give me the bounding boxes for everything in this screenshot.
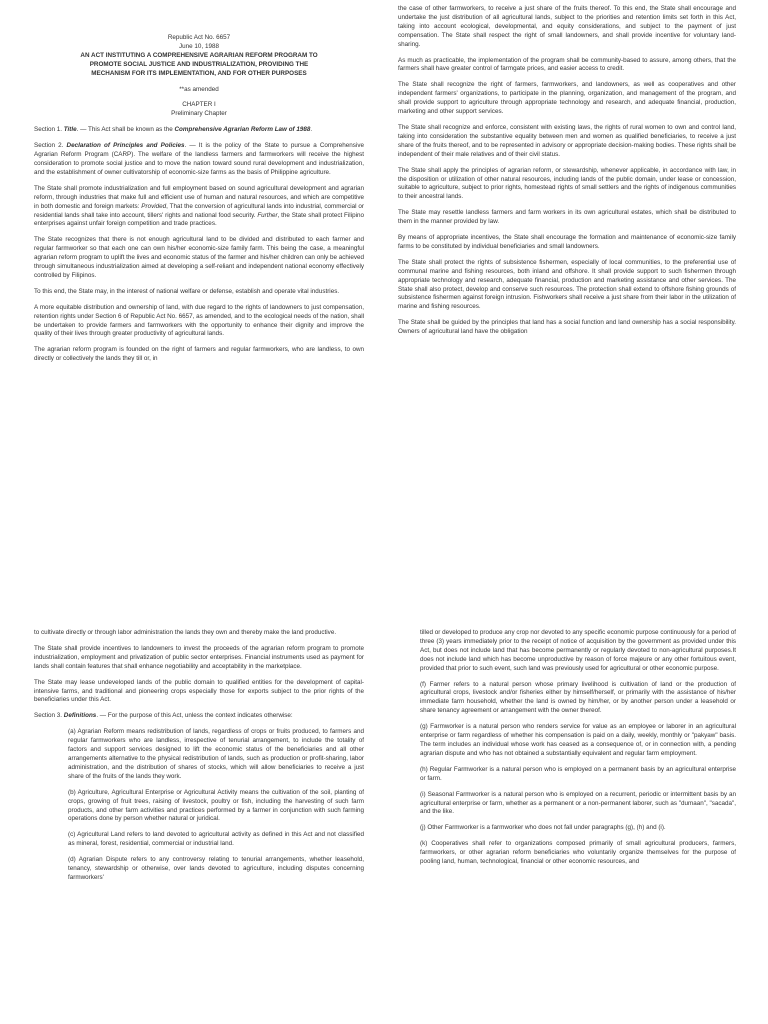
- definition-f: (f) Farmer refers to a natural person whose primary livelihood is cultivation of land or the production of agricultural crops, livestock and/or fisheries either by himself/herself, or primarily with the assistance of his/her immediate farm household, whether the land is owned by him/her, or by another person under a leasehold or share tenancy agreement or arrangement with the owner thereof.: [420, 680, 736, 715]
- page1-right-column: [398, 5, 736, 344]
- paragraph: To this end, the State may, in the interest of national welfare or defense, establish and operate vital industries.: [34, 287, 340, 295]
- paragraph: to cultivate directly or through labor administration the lands they own and thereby make the land productive.: [34, 629, 337, 636]
- act-title-line-1: AN ACT INSTITUTING A COMPREHENSIVE AGRARIAN REFORM PROGRAM TO: [80, 51, 318, 59]
- act-header: [34, 34, 364, 119]
- paragraph: The State shall be guided by the principles that land has a social function and land ownership has a social responsibility. Owners of agricultural land have the obligation: [398, 319, 736, 336]
- page2-right-column: [398, 629, 736, 874]
- act-title-line-3: MECHANISM FOR ITS IMPLEMENTATION, AND FOR OTHER PURPOSES: [91, 69, 307, 77]
- act-title-line-2: PROMOTE SOCIAL JUSTICE AND INDUSTRIALIZATION, PROVIDING THE: [89, 60, 309, 68]
- act-date: June 10, 1988: [179, 42, 219, 50]
- document-page-2: [0, 512, 768, 1024]
- amended-note: **as amended: [179, 85, 219, 93]
- section-3: Section 3. Definitions. — For the purpose of this Act, unless the context indicates otherwise:: [34, 712, 293, 720]
- definition-k: (k) Cooperatives shall refer to organizations composed primarily of small agricultural producers, farmers, farmworkers, or other agrarian reform beneficiaries who voluntarily organize themselves for the purpose of pooling land, human, technological, financial or other economic resources, and: [420, 840, 736, 866]
- definition-d: (d) Agrarian Dispute refers to any controversy relating to tenurial arrangements, whether leasehold, tenancy, stewardship or otherwise, over lands devoted to agriculture, including disputes concerning farmworkers': [68, 856, 364, 881]
- paragraph: The State shall recognize and enforce, consistent with existing laws, the rights of rural women to own and control land, taking into consideration the substantive equality between men and women as qualified beneficiaries, to receive a just share of the fruits thereof, and to be represented in advisory or appropriate decision-making bodies. These rights shall be independent of their male relatives and of their civil status.: [398, 123, 736, 158]
- paragraph: the case of other farmworkers, to receive a just share of the fruits thereof. To this end, the State shall encourage and undertake the just distribution of all agricultural lands, subject to the priorities and retention limits set forth in this Act, taking into account ecological, developmental, and equity considerations, and subject to the payment of just compensation. The State shall respect the right of small landowners, and shall provide incentive for voluntary land-sharing.: [398, 5, 736, 48]
- paragraph: The State shall apply the principles of agrarian reform, or stewardship, whenever applicable, in accordance with law, in the disposition or utilization of other natural resources, including lands of the public domain, under lease or concession, suitable to agriculture, subject to prior rights, homestead rights of small settlers and the rights of indigenous communities to their ancestral lands.: [398, 166, 736, 201]
- paragraph: The State may resettle landless farmers and farm workers in its own agricultural estates, which shall be distributed to them in the manner provided by law.: [398, 209, 736, 226]
- page2-left-column: [34, 629, 364, 890]
- definition-j: (j) Other Farmworker is a farmworker who does not fall under paragraphs (g), (h) and (i).: [420, 824, 666, 832]
- act-number: Republic Act No. 6657: [167, 34, 231, 41]
- definition-i: (i) Seasonal Farmworker is a natural person who is employed on a recurrent, periodic or intermittent basis by an agricultural enterprise or farm, whether as a permanent or a non-permanent laborer, such as "dumaan", "sacada", and the like.: [420, 790, 736, 816]
- definition-h: (h) Regular Farmworker is a natural person who is employed on a permanent basis by an agricultural enterprise or farm.: [420, 765, 736, 782]
- page1-left-column: [34, 34, 364, 371]
- paragraph: The State shall protect the rights of subsistence fishermen, especially of local communities, to the preferential use of communal marine and fishing resources, both inland and offshore. It shall provide support to such fishermen through appropriate technology and research, adequate financial, production and marketing assistance and other services. The State shall also protect, develop and conserve such resources. The protection shall extend to offshore fishing grounds of subsistence fishermen against foreign intrusion. Fishworkers shall receive a just share from their labor in the utilization of marine and fishing resources.: [398, 258, 736, 311]
- paragraph-industrialization: The State shall promote industrialization and full employment based on sound agricultural development and agrarian reform, through industries that make full and efficient use of human and natural resources, and which are competitive in both domestic and foreign markets: Provided, That the conversion of agricultural lands into industrial, commercial or residential lands shall take into account, tillers' rights and national food security. Further, the State shall protect Filipino enterprises against unfair foreign competition and trade practices.: [34, 184, 364, 228]
- paragraph: The State may lease undeveloped lands of the public domain to qualified entities for the development of capital-intensive farms, and traditional and pioneering crops especially those for exports subject to the prior rights of the beneficiaries under this Act.: [34, 678, 364, 704]
- paragraph: By means of appropriate incentives, the State shall encourage the formation and maintenance of economic-size family farms to be constituted by individual beneficiaries and small landowners.: [398, 234, 736, 250]
- definition-e-continued: tilled or developed to produce any crop nor devoted to any specific economic purpose continuously for a period of three (3) years immediately prior to the receipt of notice of acquisition by the government as provided under this Act, but does not include land that has become permanently or regularly devoted to non-agricultural purposes.It does not include land which has become unproductive by reason of force majeure or any other fortuitous event, provided that prior to such event, such land was previously used for agricultural or other economic purpose.: [420, 629, 736, 672]
- chapter-label: CHAPTER I: [182, 101, 216, 109]
- paragraph: The State shall recognize the right of farmers, farmworkers, and landowners, as well as cooperatives and other independent farmers' organizations, to participate in the planning, organization, and management of the program, and shall provide support to agriculture through appropriate technology and research, and adequate financial, production, marketing and other support services.: [398, 81, 736, 116]
- paragraph: The agrarian reform program is founded on the right of farmers and regular farmworkers, who are landless, to own directly or collectively the lands they till or, in: [34, 346, 364, 363]
- definition-g: (g) Farmworker is a natural person who renders service for value as an employee or laborer in an agricultural enterprise or farm regardless of whether his compensation is paid on a daily, weekly, monthly or "pakyaw" basis. The term includes an individual whose work has ceased as a consequence of, or in connection with, a pending agrarian dispute and who has not obtained a substantially equivalent and regular farm employment.: [420, 723, 736, 757]
- paragraph: The State recognizes that there is not enough agricultural land to be divided and distributed to each farmer and regular farmworker so that each one can own his/her economic-size family farm. This being the case, a meaningful agrarian reform program to uplift the lives and economic status of the farmer and his/her children can only be achieved through simultaneous industrialization aimed at developing a self-reliant and independent national economy effectively controlled by Filipinos.: [34, 236, 364, 279]
- paragraph: A more equitable distribution and ownership of land, with due regard to the rights of landowners to just compensation, retention rights under Section 6 of Republic Act No. 6657, as amended, and to the ecological needs of the nation, shall be undertaken to provide farmers and farmworkers with the opportunity to enhance their dignity and improve the quality of their lives through greater productivity of agricultural lands.: [34, 303, 364, 338]
- paragraph: The State shall provide incentives to landowners to invest the proceeds of the agrarian reform program to promote industrialization, employment and privatization of public sector enterprises. Financial instruments used as payment for lands shall contain features that shall enhance negotiability and acceptability in the marketplace.: [34, 644, 364, 670]
- definition-b: (b) Agriculture, Agricultural Enterprise or Agricultural Activity means the cultivation of the soil, planting of crops, growing of fruit trees, raising of livestock, poultry or fish, including the harvesting of such farm products, and other farm activities and practices performed by a farmer in conjunction with such farming operations done by person whether natural or juridical.: [68, 788, 364, 823]
- paragraph: As much as practicable, the implementation of the program shall be community-based to assure, among others, that the farmers shall have greater control of farmgate prices, and easier access to credit.: [398, 56, 736, 73]
- section-2: Section 2. Declaration of Principles and Policies. — It is the policy of the State to pursue a Comprehensive Agrarian Reform Program (CARP). The welfare of the landless farmers and farmworkers will receive the highest consideration to promote social justice and to move the nation toward sound rural development and industrialization, and the establishment of owner cultivatorship of economic-size farms as the basis of Philippine agriculture.: [34, 142, 364, 176]
- definition-a: (a) Agrarian Reform means redistribution of lands, regardless of crops or fruits produced, to farmers and regular farmworkers who are landless, irrespective of tenurial arrangement, to include the totality of factors and support services designed to lift the economic status of the beneficiaries and all other arrangements alternative to the physical redistribution of lands, such as production or profit-sharing, labor administration, and the distribution of shares of stocks, which will allow beneficiaries to receive a just share of the fruits of the lands they work.: [68, 728, 364, 780]
- chapter-title: Preliminary Chapter: [171, 110, 227, 118]
- definition-c: (c) Agricultural Land refers to land devoted to agricultural activity as defined in this Act and not classified as mineral, forest, residential, commercial or industrial land.: [68, 831, 364, 848]
- section-1: Section 1. Title. — This Act shall be known as the Comprehensive Agrarian Reform Law of 1988.: [34, 126, 313, 134]
